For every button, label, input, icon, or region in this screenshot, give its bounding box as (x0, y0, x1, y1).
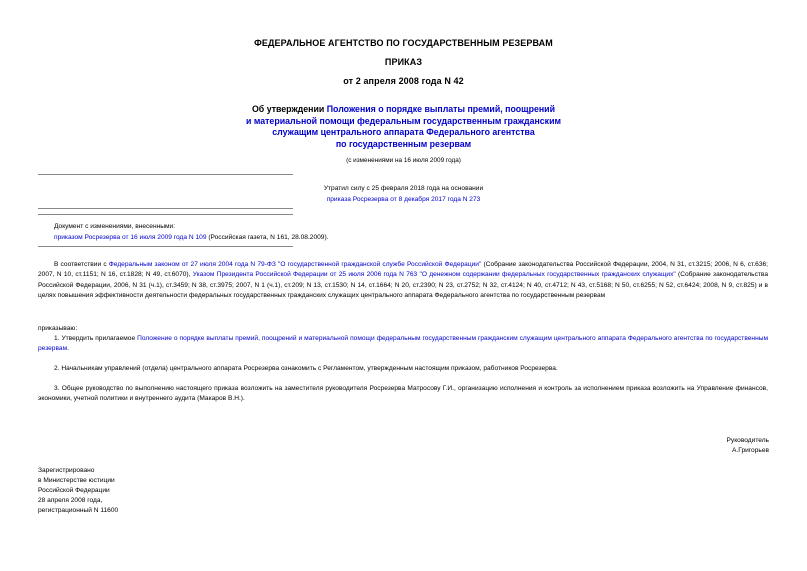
agency-name: ФЕДЕРАЛЬНОЕ АГЕНТСТВО ПО ГОСУДАРСТВЕННЫМ РЕЗЕРВАМ (254, 38, 553, 48)
title-line-4[interactable]: по государственным резервам (335, 138, 472, 149)
document-title (0, 104, 807, 150)
registration-line: 28 апреля 2008 года, (38, 497, 103, 504)
amendments-source: (Российская газета, N 161, 28.08.2009). (206, 234, 329, 241)
preamble-paragraph (38, 260, 768, 301)
registration-line: Зарегистрировано (38, 467, 95, 474)
item-text: 1. Утвердить прилагаемое (54, 335, 138, 342)
registration-line: в Министерстве юстиции (38, 477, 115, 484)
law-link[interactable]: Федеральным законом от 27 июля 2004 года N 79-ФЗ "О государственной гражданской службе Российской Федерации" (108, 261, 482, 268)
signature-name: А.Григорьев (732, 447, 769, 454)
divider-line (38, 214, 293, 215)
amendments-link[interactable]: приказом Росрезерва от 16 июля 2009 года N 109 (54, 234, 207, 241)
item-text: . (67, 345, 69, 353)
divider-line (38, 174, 293, 175)
preamble-text: (Собрание законодательства Российской Федерации, 2006, N 31 (ч.1), ст.3459; N 38, ст.3975; 2007, N 1 (ч.1), ст.209; N 13, ст.1530; N 14, ст.1664; N 20, ст.2390; N 23, ст.2752; N 32, ст.4124; N 40, ст.4712; N 43, ст.5168; N 50, ст.6255; N 52, ст.6424; 2008, N 9, ст.825) и в целях повышения эффективности деятельности федеральных государственных гражданских служащих центрального аппарата Федерального агентства по государственным резервам (38, 271, 768, 299)
divider-line (38, 246, 293, 247)
title-line-2[interactable]: и материальной помощи федеральным государственным гражданским (245, 115, 561, 126)
registration-line: Российской Федерации (38, 487, 110, 494)
decree-link[interactable]: Указом Президента Российской Федерации от 25 июля 2006 года N 763 "О денежном содержании федеральных государственных гражданских служащих" (192, 271, 676, 279)
changes-note: (с изменениями на 16 июля 2009 года) (346, 157, 461, 164)
regulation-link[interactable]: Положение о порядке выплаты премий, поощрений и материальной помощи федеральным государственным гражданским служащим центрального аппарата Федерального агентства по государственным резервам (38, 335, 768, 353)
preamble-text: (Собрание законодательства Российской Федерации, 2004, N 31, ст.3215; 2006, N 6, ст.636; 2007, N 10, ст.1151; N 16, ст.1828; N 49, ст.6070), (38, 261, 769, 279)
order-item-1 (38, 334, 768, 355)
status-line: Утратил силу с 25 февраля 2018 года на основании (323, 185, 484, 192)
status-link[interactable]: приказа Росрезерва от 8 декабря 2017 года N 273 (326, 196, 481, 203)
registration-line: регистрационный N 11600 (38, 507, 119, 514)
preamble-text: В соответствии с (54, 261, 109, 268)
document-date-number: от 2 апреля 2008 года N 42 (343, 76, 464, 86)
registration-block (38, 466, 118, 516)
amendments-label: Документ с изменениями, внесенными: (54, 223, 176, 230)
amendments-line (54, 233, 328, 243)
order-item-2: 2. Начальникам управлений (отдела) центрального аппарата Росрезерва ознакомить с Регламентом, утвержденным настоящим приказом, работников Росрезерва. (54, 365, 558, 372)
title-link[interactable]: Положения о порядке выплаты премий, поощрений (326, 104, 556, 114)
title-prefix: Об утверждении (251, 104, 327, 114)
order-word: приказываю: (38, 325, 78, 332)
divider-line (38, 208, 293, 209)
title-line-3[interactable]: служащим центрального аппарата Федерального агентства (272, 127, 535, 137)
order-item-3: 3. Общее руководство по выполнению настоящего приказа возложить на заместителя руководителя Росрезерва Матросову Г.И., организацию исполнения и контроль за исполнением приказа возложить на Управление финансов, экономики, учетной политики и внутреннего аудита (Макаров В.Н.). (38, 385, 768, 403)
document-type: ПРИКАЗ (384, 57, 423, 67)
title-line-1 (0, 104, 807, 116)
signature-role: Руководитель (726, 437, 769, 444)
